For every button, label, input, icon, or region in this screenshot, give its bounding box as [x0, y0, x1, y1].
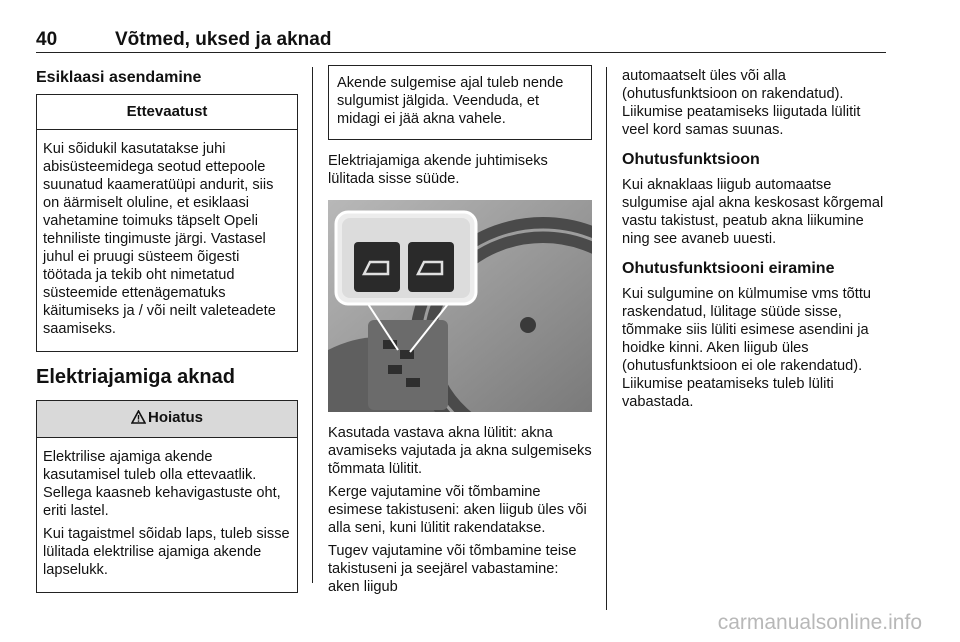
heading-safety-override: Ohutusfunktsiooni eiramine	[622, 260, 835, 277]
chapter-title-power-windows: Elektriajamiga aknad	[36, 366, 235, 388]
paragraph-strong-press: Tugev vajutamine või tõmbamine teise takistuseni ja seejärel vabastamine: aken liigub	[328, 543, 577, 595]
paragraph-safety-function: Kui aknaklaas liigub automaatse sulgumise ajal akna keskosast kõrgemal vastu takistust, peatub akna liikumine ning see avaneb uuesti.	[622, 177, 884, 247]
paragraph-light-press: Kerge vajutamine või tõmbamine esimese takistuseni: aken liigub üles või alla seni, kuni lülitit rakendatakse.	[328, 484, 587, 536]
column-divider-2	[606, 67, 607, 610]
paragraph-switch-use: Kasutada vastava akna lülitit: akna avamiseks vajutada ja akna sulgemiseks tõmmata lülitit.	[328, 425, 592, 477]
heading-safety-function: Ohutusfunktsioon	[622, 151, 760, 168]
page-title: Võtmed, uksed ja aknad	[115, 29, 332, 50]
window-switch-illustration	[328, 200, 592, 412]
warning-triangle-icon	[131, 410, 146, 428]
caution-box	[36, 94, 298, 352]
warning-continuation-box	[328, 65, 592, 140]
warning-paragraph-2: Kui tagaistmel sõidab laps, tuleb sisse lülitada elektrilise ajamiga akende lapselukk.	[43, 526, 290, 578]
warning-continuation-text: Akende sulgemise ajal tuleb nende sulgumist jälgida. Veenduda, et midagi ei jää akna vahele.	[337, 75, 564, 127]
paragraph-safety-override: Kui sulgumine on külmumise vms tõttu raskendatud, lülitage süüde sisse, tõmmake siis lüliti esimese asendini ja hoidke kinni. Aken liigub üles (ohutusfunktsioon ei ole rakendatud). Liikumise peatamiseks tuleb lüliti vabastada.	[622, 286, 872, 410]
column-2	[328, 67, 592, 601]
warning-title: Hoiatus	[147, 409, 203, 426]
paragraph-automatic: automaatselt üles või alla (ohutusfunktsioon on rakendatud). Liikumise peatamiseks liigutada lülitit veel kord samas suunas.	[622, 68, 861, 138]
column-divider-1	[312, 67, 313, 583]
paragraph-ignition: Elektriajamiga akende juhtimiseks lülitada sisse süüde.	[328, 153, 548, 187]
warning-box	[36, 400, 298, 593]
caution-title: Ettevaatust	[37, 95, 297, 130]
warning-continuation-body	[329, 66, 591, 139]
page-header	[36, 28, 886, 53]
column-3	[622, 67, 886, 416]
warning-header	[37, 401, 297, 438]
column-1	[36, 67, 298, 605]
caution-body	[37, 130, 297, 351]
section-title-windscreen: Esiklaasi asendamine	[36, 69, 202, 86]
caution-text: Kui sõidukil kasutatakse juhi abisüsteemidega seotud ettepoole suunatud kaameratüüpi andurit, siis on äärmiselt oluline, et esiklaasi vahetamine toimuks täpselt Opeli tehniliste tingimuste järgi. Vastasel juhul ei pruugi süsteem õigesti töötada ja tekib oht nimetatud süsteemide ettenägematuks käitumiseks ja / või neilt valeteadete saamiseks.	[43, 141, 276, 337]
watermark: carmanualsonline.info	[717, 611, 922, 634]
warning-body	[37, 438, 297, 592]
page-number: 40	[36, 29, 58, 50]
warning-paragraph-1: Elektrilise ajamiga akende kasutamisel tuleb olla ettevaatlik. Sellega kaasneb kehavigastuste oht, eriti lastel.	[43, 449, 281, 519]
